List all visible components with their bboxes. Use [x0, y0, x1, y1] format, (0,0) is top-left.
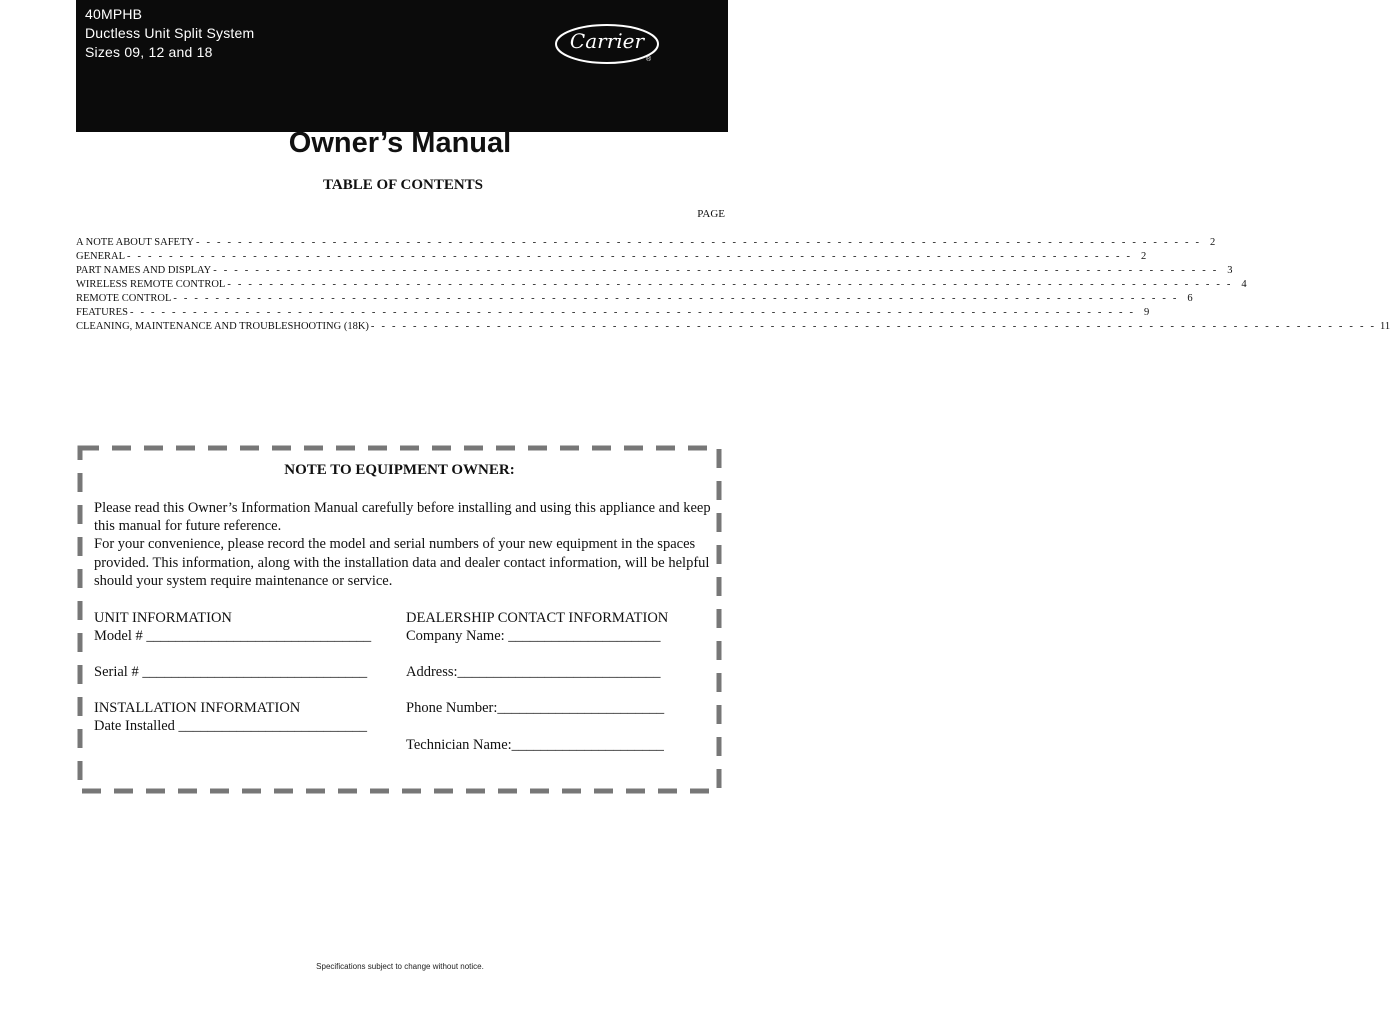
logo-wordmark: Carrier	[569, 29, 645, 53]
toc-leader-dashes: - - - - - - - - - - - - - - - - - - - - - - - - - - - - - - - - - - - - - - - - - - - - - - - - - - - - - - - - - - - - - - - - - - - - - - - - - - - - - - - - - - - - - - - - - - - - - - - -	[370, 321, 1377, 332]
note-title: NOTE TO EQUIPMENT OWNER:	[284, 462, 515, 478]
toc-entry	[76, 250, 1147, 264]
product-description: Ductless Unit Split System	[85, 25, 255, 41]
header-banner	[76, 0, 728, 132]
company-name-field: Company Name: _____________________	[406, 628, 661, 644]
toc-entry	[76, 236, 1216, 250]
address-field: Address:____________________________	[406, 664, 661, 680]
footer-note: Specifications subject to change without notice.	[316, 962, 484, 971]
phone-number-field: Phone Number:_______________________	[406, 700, 665, 716]
toc-entry-page: 2	[1141, 251, 1147, 262]
dealership-info-heading: DEALERSHIP CONTACT INFORMATION	[406, 610, 669, 626]
toc-entry-title: WIRELESS REMOTE CONTROL	[76, 279, 226, 290]
toc-entry-title: REMOTE CONTROL	[76, 293, 172, 304]
toc-entry-title: GENERAL	[76, 251, 125, 262]
carrier-logo	[554, 22, 664, 68]
toc-entry-page: 4	[1241, 279, 1247, 290]
toc-entry-title: CLEANING, MAINTENANCE AND TROUBLESHOOTING (18K)	[76, 321, 369, 332]
toc-entry	[76, 292, 1193, 306]
toc-entry	[76, 278, 1247, 292]
toc-entry-page: 6	[1187, 293, 1193, 304]
serial-number-field: Serial # _______________________________	[94, 664, 368, 680]
toc-entry-title: A NOTE ABOUT SAFETY	[76, 237, 194, 248]
toc-entry	[76, 264, 1233, 278]
toc-entry-page: 2	[1209, 237, 1216, 248]
note-body	[94, 499, 719, 590]
table-of-contents	[76, 236, 1390, 334]
toc-heading: TABLE OF CONTENTS	[322, 177, 484, 193]
toc-entry-title: FEATURES	[76, 307, 128, 318]
toc-entry-page: 11	[1380, 321, 1390, 332]
toc-leader-dashes: - - - - - - - - - - - - - - - - - - - - - - - - - - - - - - - - - - - - - - - - - - - - - - - - - - - - - - - - - - - - - - - - - - - - - - - - - - - - - - - - - - - - - - - - - - - - - - - -	[227, 279, 1233, 290]
toc-entry	[76, 306, 1150, 320]
toc-leader-dashes: - - - - - - - - - - - - - - - - - - - - - - - - - - - - - - - - - - - - - - - - - - - - - - - - - - - - - - - - - - - - - - - - - - - - - - - - - - - - - - - - - - - - - - - - - - - - - - - -	[213, 265, 1219, 276]
technician-name-field: Technician Name:_____________________	[406, 737, 664, 753]
model-number-field: Model # _______________________________	[94, 628, 372, 644]
toc-entry	[76, 320, 1390, 334]
model-number: 40MPHB	[85, 6, 143, 22]
owner-note-box	[78, 446, 721, 793]
installation-info-heading: INSTALLATION INFORMATION	[94, 700, 301, 716]
registered-mark: ®	[646, 56, 652, 63]
note-paragraph-1: Please read this Owner’s Information Manual carefully before installing and using this appliance and keep this manual for future reference.	[94, 500, 711, 535]
toc-leader-dashes: - - - - - - - - - - - - - - - - - - - - - - - - - - - - - - - - - - - - - - - - - - - - - - - - - - - - - - - - - - - - - - - - - - - - - - - - - - - - - - - - - - - - - - - - - - - - - - - -	[129, 307, 1136, 318]
toc-entry-page: 3	[1227, 265, 1233, 276]
unit-info-heading: UNIT INFORMATION	[94, 610, 232, 626]
toc-entry-title: PART NAMES AND DISPLAY	[76, 265, 212, 276]
toc-entry-page: 9	[1143, 307, 1150, 318]
note-paragraph-2: For your convenience, please record the model and serial numbers of your new equipment in the spaces provided. This information, along with the installation data and dealer contact information, will be helpful should your system require maintenance or service.	[94, 536, 710, 589]
date-installed-field: Date Installed __________________________	[94, 718, 368, 734]
page-title: Owner’s Manual	[288, 127, 512, 159]
toc-leader-dashes: - - - - - - - - - - - - - - - - - - - - - - - - - - - - - - - - - - - - - - - - - - - - - - - - - - - - - - - - - - - - - - - - - - - - - - - - - - - - - - - - - - - - - - - - - - - - - - - -	[173, 293, 1179, 304]
toc-leader-dashes: - - - - - - - - - - - - - - - - - - - - - - - - - - - - - - - - - - - - - - - - - - - - - - - - - - - - - - - - - - - - - - - - - - - - - - - - - - - - - - - - - - - - - - - - - - - - - - - -	[195, 237, 1202, 248]
product-sizes: Sizes 09, 12 and 18	[85, 44, 213, 60]
toc-leader-dashes: - - - - - - - - - - - - - - - - - - - - - - - - - - - - - - - - - - - - - - - - - - - - - - - - - - - - - - - - - - - - - - - - - - - - - - - - - - - - - - - - - - - - - - - - - - - - - - - -	[127, 251, 1133, 262]
toc-page-column-label: PAGE	[697, 208, 725, 220]
